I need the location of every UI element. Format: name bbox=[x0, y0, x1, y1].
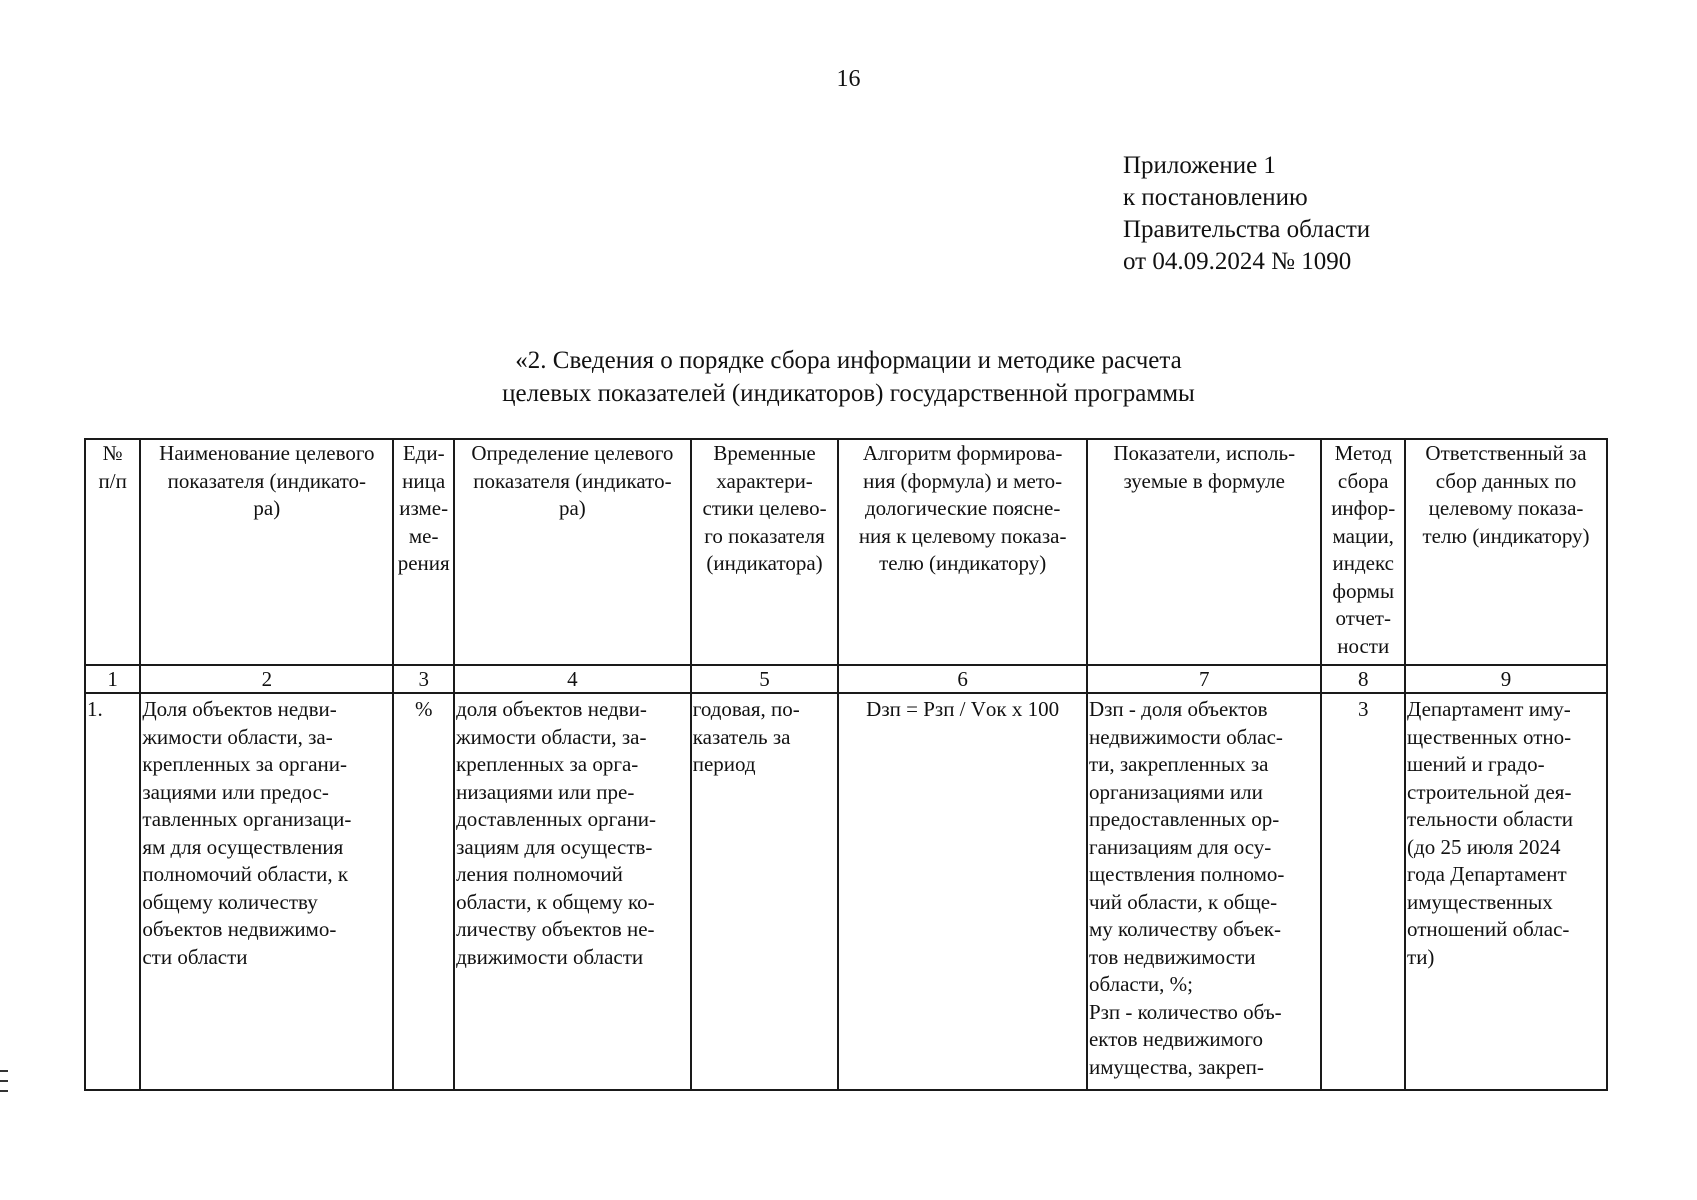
cell-text-line: период bbox=[692, 752, 756, 776]
cell-text-line: крепленных за органи- bbox=[142, 752, 348, 776]
cell-text-line: мации, bbox=[1332, 523, 1394, 548]
cell-text-line: (индикатора) bbox=[706, 551, 823, 575]
column-number-cell: 6 bbox=[838, 665, 1087, 693]
cell-text-line: телю (индикатору) bbox=[879, 551, 1047, 575]
header-cell bbox=[1087, 439, 1321, 665]
column-number-cell: 7 bbox=[1087, 665, 1321, 693]
cell-text-line: года Департамент bbox=[1407, 862, 1567, 886]
column-number-row bbox=[85, 665, 1607, 693]
cell-text-line: чий области, к обще- bbox=[1088, 889, 1278, 914]
column-number-cell: 5 bbox=[691, 665, 839, 693]
page-number: 16 bbox=[836, 66, 861, 92]
cell-text-line: полномочий области, к bbox=[142, 862, 349, 886]
appendix-line: от 04.09.2024 № 1090 bbox=[1123, 248, 1352, 275]
cell-text-line: ница bbox=[402, 468, 446, 493]
cell-text-line: ления полномочий bbox=[456, 862, 623, 886]
unit-cell: % bbox=[393, 693, 454, 1090]
cell-text-line: области, к общему ко- bbox=[456, 889, 655, 914]
cell-text-line: ганизациям для осу- bbox=[1088, 834, 1272, 859]
cell-text-line: инфор- bbox=[1331, 496, 1396, 520]
cell-text-line: ния (формула) и мето- bbox=[863, 468, 1063, 493]
cell-text-line: ектов недвижимого bbox=[1088, 1027, 1264, 1051]
cell-text-line: щественных отно- bbox=[1407, 724, 1572, 749]
cell-text-line: доставленных органи- bbox=[456, 807, 657, 831]
cell-text-line: Временные bbox=[713, 441, 816, 465]
cell-text-line: рения bbox=[397, 551, 450, 575]
document-title-line: целевых показателей (индикаторов) государственной программы bbox=[502, 380, 1195, 407]
cell-text-line: (до 25 июля 2024 bbox=[1407, 834, 1561, 859]
cell-text-line: телю (индикатору) bbox=[1422, 523, 1590, 548]
document-title-line: «2. Сведения о порядке сбора информации и методике расчета bbox=[515, 347, 1182, 374]
margin-mark bbox=[0, 1080, 8, 1082]
cell-text-line: Определение целевого bbox=[471, 441, 674, 465]
cell-text-line: изме- bbox=[399, 496, 449, 520]
cell-text-line: тавленных организаци- bbox=[142, 807, 352, 831]
cell-text-line: шений и градо- bbox=[1407, 752, 1545, 776]
header-cell bbox=[454, 439, 691, 665]
column-number-cell: 9 bbox=[1405, 665, 1607, 693]
cell-text-line: организациями или bbox=[1088, 779, 1263, 804]
row-number-cell: 1. bbox=[85, 693, 140, 1090]
indicator-definition-cell bbox=[454, 693, 691, 1090]
collection-method-cell: 3 bbox=[1321, 693, 1405, 1090]
cell-text-line: доля объектов недви- bbox=[456, 697, 647, 721]
cell-text-line: недвижимости облас- bbox=[1088, 724, 1283, 749]
cell-text-line: стики целево- bbox=[702, 496, 827, 520]
cell-text-line: показателя (индикато- bbox=[167, 468, 366, 493]
cell-text-line: казатель за bbox=[692, 724, 791, 749]
table-header-row bbox=[85, 439, 1607, 665]
header-cell bbox=[1321, 439, 1405, 665]
cell-text-line: предоставленных ор- bbox=[1088, 807, 1280, 831]
cell-text-line: ра) bbox=[558, 496, 586, 520]
margin-mark bbox=[0, 1090, 8, 1092]
cell-text-line: Показатели, исполь- bbox=[1113, 441, 1296, 465]
cell-text-line: личеству объектов не- bbox=[456, 917, 655, 941]
cell-text-line: крепленных за орга- bbox=[456, 752, 639, 776]
cell-text-line: тов недвижимости bbox=[1088, 944, 1256, 969]
cell-text-line: отношений облас- bbox=[1407, 917, 1570, 941]
cell-text-line: ти, закрепленных за bbox=[1088, 752, 1269, 776]
cell-text-line: тельности области bbox=[1407, 807, 1574, 831]
header-cell bbox=[838, 439, 1087, 665]
cell-text-line: общему количеству bbox=[142, 889, 318, 914]
cell-text-line: ме- bbox=[408, 523, 439, 548]
cell-text-line: ности bbox=[1337, 633, 1390, 658]
cell-text-line: области, %; bbox=[1088, 972, 1193, 996]
margin-mark bbox=[0, 1070, 8, 1072]
cell-text-line: формы bbox=[1332, 578, 1395, 603]
indicators-table-wrapper bbox=[84, 438, 1608, 1091]
header-cell bbox=[140, 439, 393, 665]
cell-text-line: отчет- bbox=[1335, 606, 1391, 630]
header-cell bbox=[1405, 439, 1607, 665]
cell-text-line: № bbox=[102, 441, 123, 465]
cell-text-line: ра) bbox=[253, 496, 281, 520]
cell-text-line: Еди- bbox=[402, 441, 445, 465]
cell-text-line: сбор данных по bbox=[1435, 468, 1577, 493]
responsible-cell bbox=[1405, 693, 1607, 1090]
cell-text-line: дологические поясне- bbox=[864, 496, 1061, 520]
column-number-cell: 2 bbox=[140, 665, 393, 693]
cell-text-line: Алгоритм формирова- bbox=[862, 441, 1063, 465]
cell-text-line: ществления полномо- bbox=[1088, 862, 1285, 886]
column-number-cell: 3 bbox=[393, 665, 454, 693]
cell-text-line: годовая, по- bbox=[692, 697, 800, 721]
appendix-line: Правительства области bbox=[1123, 216, 1371, 243]
margin-marks bbox=[0, 1070, 8, 1100]
cell-text-line: Метод bbox=[1334, 441, 1392, 465]
cell-text-line: Рзп - количество объ- bbox=[1088, 999, 1282, 1024]
indicator-name-cell bbox=[140, 693, 393, 1090]
cell-text-line: п/п bbox=[98, 468, 127, 493]
indicators-table bbox=[84, 438, 1608, 1091]
cell-text-line: Ответственный за bbox=[1425, 441, 1587, 465]
cell-text-line: объектов недвижимо- bbox=[142, 917, 337, 941]
cell-text-line: му количеству объек- bbox=[1088, 917, 1281, 941]
time-characteristics-cell bbox=[691, 693, 839, 1090]
header-cell bbox=[691, 439, 839, 665]
cell-text-line: зуемые в формуле bbox=[1123, 468, 1285, 493]
cell-text-line: имущества, закреп- bbox=[1088, 1054, 1264, 1079]
cell-text-line: жимости области, за- bbox=[142, 724, 333, 749]
cell-text-line: ти) bbox=[1407, 944, 1435, 969]
cell-text-line: ям для осуществления bbox=[142, 834, 344, 859]
header-cell bbox=[85, 439, 140, 665]
cell-text-line: Доля объектов недви- bbox=[142, 697, 337, 721]
cell-text-line: Dзп - доля объектов bbox=[1088, 697, 1268, 721]
cell-text-line: го показателя bbox=[704, 523, 825, 548]
cell-text-line: целевому показа- bbox=[1428, 496, 1584, 520]
cell-text-line: строительной дея- bbox=[1407, 779, 1572, 804]
cell-text-line: характери- bbox=[716, 468, 813, 493]
column-number-cell: 4 bbox=[454, 665, 691, 693]
appendix-line: Приложение 1 bbox=[1123, 152, 1276, 179]
cell-text-line: ния к целевому показа- bbox=[858, 523, 1067, 548]
document-title bbox=[0, 344, 1697, 410]
cell-text-line: жимости области, за- bbox=[456, 724, 647, 749]
appendix-line: к постановлению bbox=[1123, 184, 1308, 211]
column-number-cell: 1 bbox=[85, 665, 140, 693]
header-cell bbox=[393, 439, 454, 665]
table-row bbox=[85, 693, 1607, 1090]
cell-text-line: индекс bbox=[1332, 551, 1394, 575]
cell-text-line: Департамент иму- bbox=[1407, 697, 1571, 721]
cell-text-line: низациями или пре- bbox=[456, 779, 635, 804]
formula-cell: Dзп = Рзп / Vок х 100 bbox=[838, 693, 1087, 1090]
formula-indicators-cell bbox=[1087, 693, 1321, 1090]
cell-text-line: зациям для осуществ- bbox=[456, 834, 653, 859]
cell-text-line: Наименование целевого bbox=[159, 441, 375, 465]
cell-text-line: сти области bbox=[142, 944, 248, 969]
cell-text-line: сбора bbox=[1337, 468, 1389, 493]
cell-text-line: зациями или предос- bbox=[142, 779, 329, 804]
cell-text-line: имущественных bbox=[1407, 889, 1553, 914]
cell-text-line: движимости области bbox=[456, 944, 644, 969]
column-number-cell: 8 bbox=[1321, 665, 1405, 693]
appendix-block bbox=[1123, 150, 1370, 278]
cell-text-line: показателя (индикато- bbox=[473, 468, 672, 493]
